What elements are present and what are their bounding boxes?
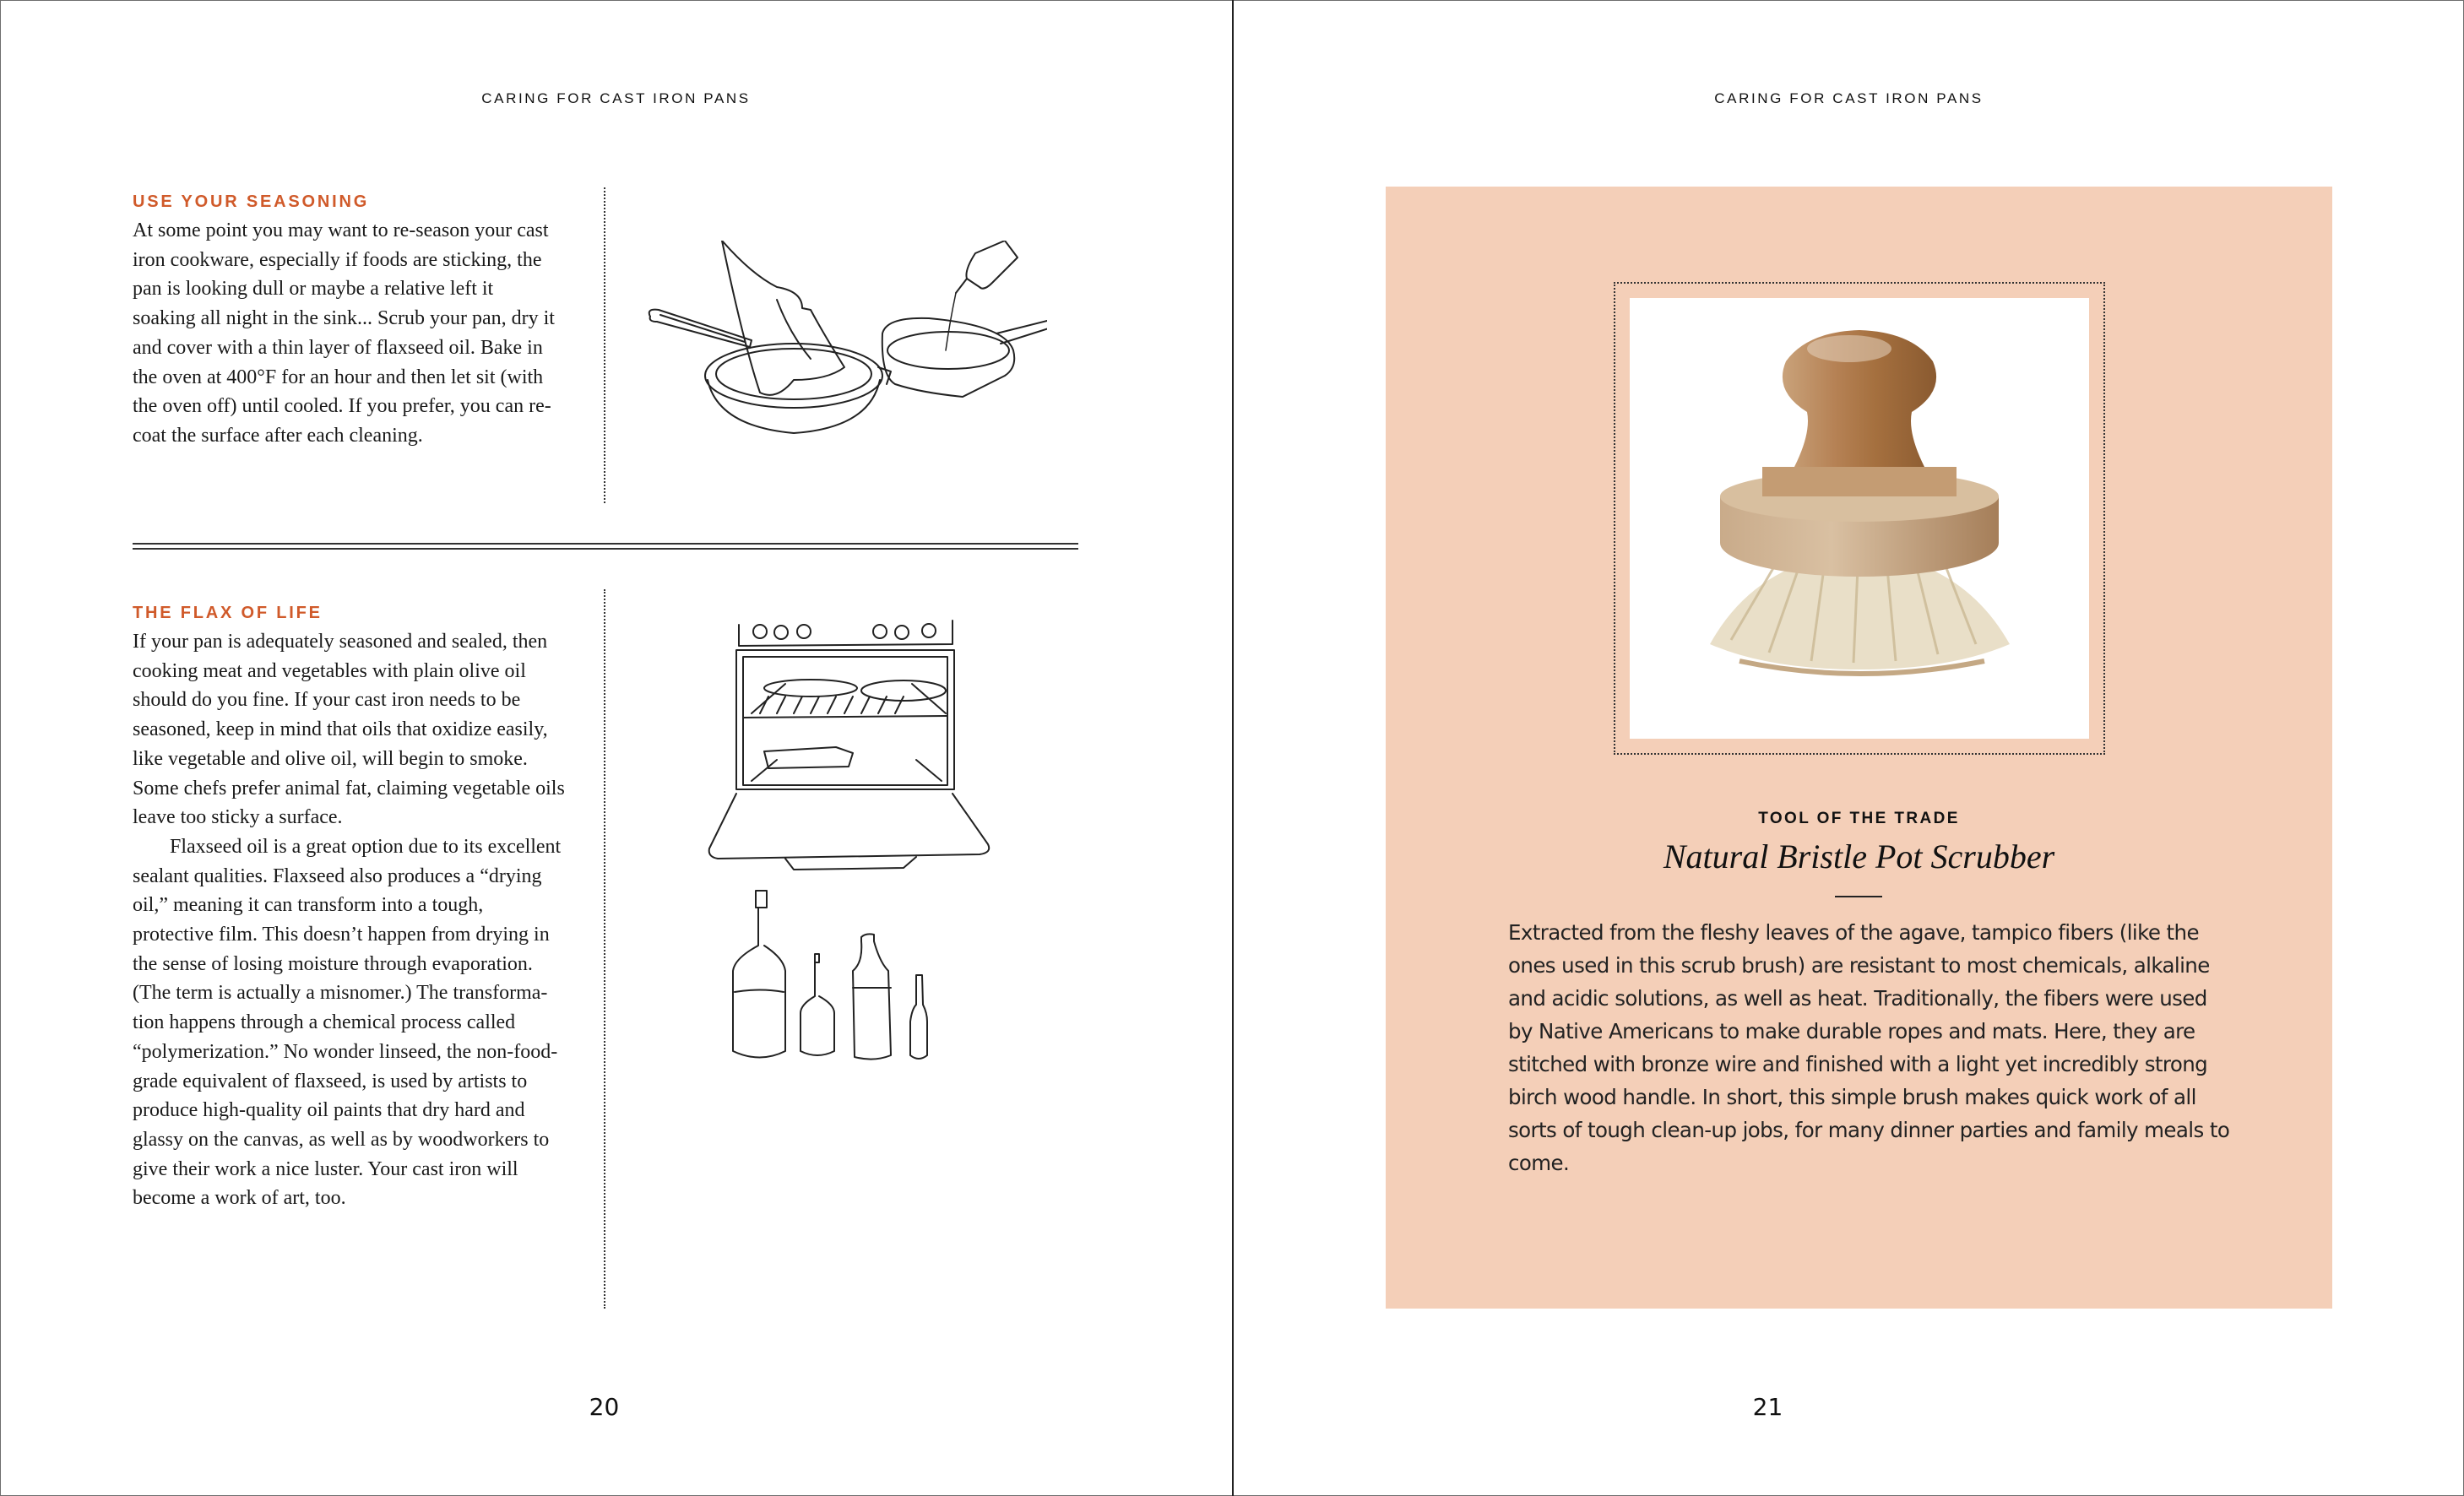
- section-body-the-flax-of-life: [133, 627, 565, 1213]
- title-underline-rule: [1835, 896, 1882, 897]
- pot-scrubber-brush-photo: [1630, 298, 2089, 739]
- rule-line: [133, 543, 1078, 545]
- section-divider-double-rule: [133, 543, 1078, 550]
- column-divider: [604, 589, 605, 1309]
- paragraph: If your pan is adequately seasoned and sealed, then cooking meat and vegetables with plain olive oil should do you fine. If your cast iron needs to be seasoned, keep in mind that oils that oxidize easily, like vegetable and olive oil, will begin to smoke. Some chefs prefer animal fat, claiming vegetable oils leave too sticky a surface.: [133, 631, 565, 829]
- column-divider: [604, 187, 605, 503]
- paragraph: At some point you may want to re-season your cast iron cookware, especially if foods are sticking, the pan is looking dull or maybe a relative left it soaking all night in the sink... Scrub your pan, dry it and cover with a thin layer of flaxseed oil. Bake in the oven at 400°F for an hour and then let sit (with the oven off) until cooled. If you prefer, you can re-coat the surface after each cleaning.: [133, 220, 555, 447]
- product-description: Extracted from the fleshy leaves of the agave, tampico fibers (like the ones used in this scrub brush) are resistant to most chemicals, alkaline and acidic solutions, as well as heat. Traditionally, the fibers were used by Native Americans to make durable ropes and mats. Here, they are stitched with bronze wire and finished with a light yet incredibly strong birch wood handle. In short, this simple brush makes quick work of all sorts of tough clean-up jobs, for many dinner parties and family meals to come.: [1508, 920, 2230, 1175]
- pans-being-oiled-illustration: [642, 241, 1047, 435]
- sidebar-kicker: TOOL OF THE TRADE: [1758, 810, 1960, 827]
- page-number: 20: [589, 1393, 620, 1421]
- right-page: [1234, 0, 2464, 1496]
- photo-dotted-frame: [1614, 282, 2105, 755]
- page-number: 21: [1752, 1393, 1783, 1421]
- paragraph: Flaxseed oil is a great option due to its excellent sealant qualities. Flaxseed also produces a “drying oil,” meaning it can transform into a tough, protective film. This doesn’t happen from drying in the sense of losing moisture through evaporation. (The term is actually a misnomer.) The transforma-tion happens through a chemical process called “polymerization.” No wonder linseed, the non-food-grade equivalent of flaxseed, is used by artists to produce high-quality oil paints that dry hard and glassy on the canvas, as well as by woodworkers to give their work a nice luster. Your cast iron will become a work of art, too.: [133, 835, 562, 1210]
- oven-and-oil-bottles-illustration: [701, 616, 1005, 1089]
- section-body-use-your-seasoning: [133, 216, 559, 451]
- rule-line: [133, 548, 1078, 550]
- section-heading-use-your-seasoning: USE YOUR SEASONING: [133, 192, 370, 211]
- tool-of-the-trade-sidebar: [1386, 187, 2332, 1309]
- running-head: CARING FOR CAST IRON PANS: [481, 90, 751, 106]
- product-title: Natural Bristle Pot Scrubber: [1663, 837, 2055, 875]
- running-head: CARING FOR CAST IRON PANS: [1714, 90, 1984, 106]
- section-heading-the-flax-of-life: THE FLAX OF LIFE: [133, 604, 323, 622]
